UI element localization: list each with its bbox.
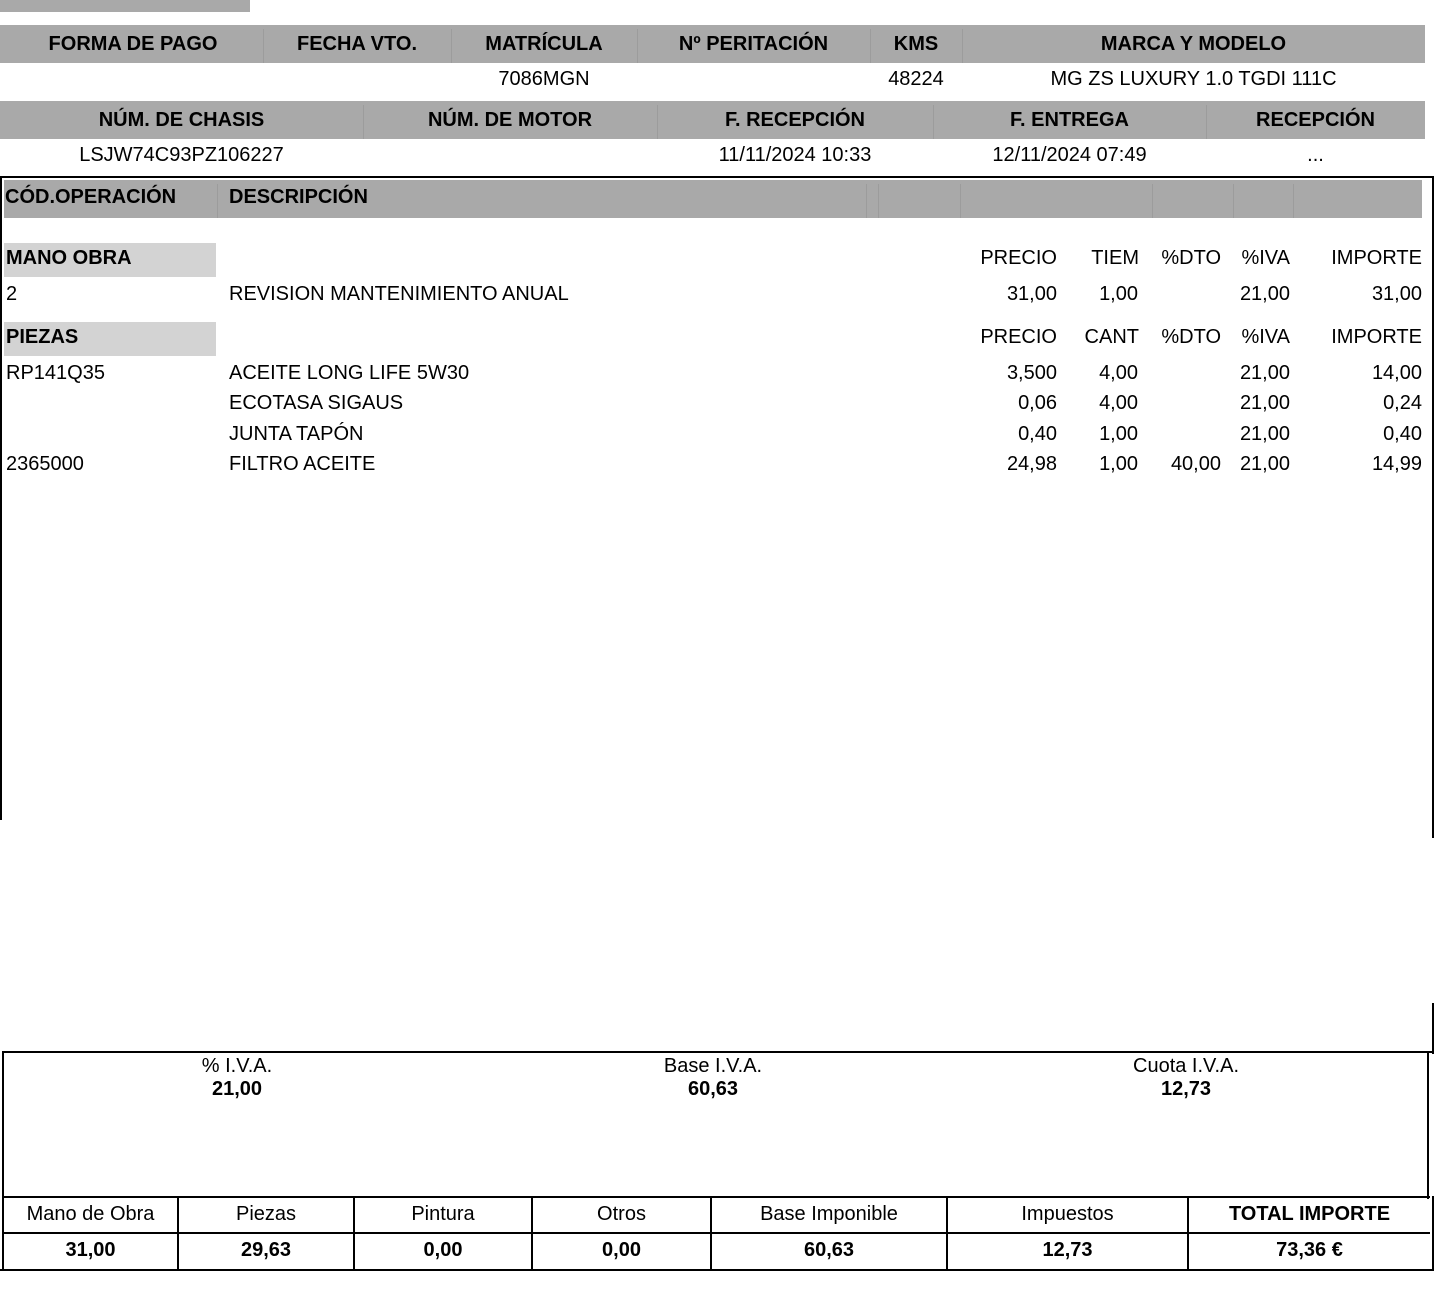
total-paint-label: Pintura (411, 1203, 475, 1225)
row-quantity: 1,00 (1099, 423, 1138, 445)
row-amount: 0,40 (1383, 423, 1422, 445)
operations-top-border (0, 176, 1434, 178)
vat-percent-label: % I.V.A. (201, 1055, 273, 1077)
row-description: ACEITE LONG LIFE 5W30 (229, 362, 470, 384)
row-price: 31,00 (1006, 283, 1057, 305)
parts-col-price: PRECIO (980, 326, 1057, 348)
row-description: ECOTASA SIGAUS (229, 392, 404, 414)
row-vat: 21,00 (1239, 283, 1290, 305)
vehicle-header-bar (0, 25, 1425, 63)
row-vat: 21,00 (1239, 453, 1290, 475)
row-time: 1,00 (1099, 283, 1138, 305)
label-chassis: NÚM. DE CHASIS (98, 109, 265, 131)
top-header-remnant (0, 0, 250, 12)
value-make-model: MG ZS LUXURY 1.0 TGDI 111C (1050, 68, 1337, 90)
vat-percent-value: 21,00 (211, 1078, 263, 1100)
row-amount: 0,24 (1383, 392, 1422, 414)
parts-col-discount: %DTO (1161, 326, 1221, 348)
col-description: DESCRIPCIÓN (229, 186, 368, 208)
label-due-date: FECHA VTO. (296, 33, 417, 55)
operations-right-border (1432, 176, 1434, 838)
row-quantity: 4,00 (1099, 392, 1138, 414)
value-reception-date: 11/11/2024 10:33 (718, 144, 872, 166)
vat-base-label: Base I.V.A. (663, 1055, 763, 1077)
total-parts-label: Piezas (235, 1203, 297, 1225)
label-appraisal: Nº PERITACIÓN (678, 33, 829, 55)
row-vat: 21,00 (1239, 362, 1290, 384)
reception-header-bar (0, 101, 1425, 139)
row-vat: 21,00 (1239, 392, 1290, 414)
row-code: 2 (6, 283, 18, 305)
labour-col-vat: %IVA (1241, 247, 1290, 269)
label-make-model: MARCA Y MODELO (1100, 33, 1287, 55)
total-other-value: 0,00 (602, 1239, 641, 1261)
row-description: JUNTA TAPÓN (229, 423, 364, 445)
row-amount: 31,00 (1371, 283, 1422, 305)
labour-col-time: TIEM (1091, 247, 1139, 269)
reception-values-row (0, 136, 1425, 174)
vat-quota-label: Cuota I.V.A. (1133, 1055, 1239, 1077)
labour-section-title: MANO OBRA (4, 243, 216, 277)
value-reception: ... (1307, 144, 1324, 166)
totals-mid-border (2, 1232, 1430, 1234)
col-operation-code: CÓD.OPERACIÓN (5, 186, 177, 208)
total-other-label: Otros (597, 1203, 646, 1225)
labour-col-discount: %DTO (1161, 247, 1221, 269)
parts-col-vat: %IVA (1241, 326, 1290, 348)
total-taxes-label: Impuestos (1021, 1203, 1114, 1225)
row-quantity: 1,00 (1099, 453, 1138, 475)
value-plate: 7086MGN (498, 68, 590, 90)
row-code: RP141Q35 (6, 362, 105, 384)
row-quantity: 4,00 (1099, 362, 1138, 384)
parts-col-quantity: CANT (1084, 326, 1139, 348)
label-reception: RECEPCIÓN (1256, 109, 1375, 131)
totals-bottom-border (0, 1269, 1434, 1271)
labour-col-price: PRECIO (980, 247, 1057, 269)
value-chassis: LSJW74C93PZ106227 (79, 144, 284, 166)
totals-right-border (1432, 1196, 1434, 1271)
vat-quota-value: 12,73 (1160, 1078, 1212, 1100)
operations-left-border (0, 176, 2, 820)
label-reception-date: F. RECEPCIÓN (724, 109, 866, 131)
labour-col-amount: IMPORTE (1331, 247, 1422, 269)
vehicle-values-row (0, 60, 1425, 98)
total-labour-value: 31,00 (65, 1239, 116, 1261)
total-amount-label: TOTAL IMPORTE (1228, 1203, 1391, 1225)
total-paint-value: 0,00 (423, 1239, 463, 1261)
total-taxable-base-value: 60,63 (803, 1239, 855, 1261)
label-kms: KMS (893, 33, 939, 55)
total-labour-label: Mano de Obra (26, 1203, 155, 1225)
vat-box-right-border (1432, 1003, 1434, 1054)
vat-box-right-border-lower (1427, 1051, 1429, 1199)
row-discount: 40,00 (1170, 453, 1221, 475)
row-price: 3,500 (1006, 362, 1057, 384)
row-code: 2365000 (6, 453, 84, 475)
vat-box-left-border (2, 1051, 4, 1199)
row-price: 24,98 (1006, 453, 1057, 475)
row-description: REVISION MANTENIMIENTO ANUAL (229, 283, 569, 305)
row-amount: 14,99 (1371, 453, 1422, 475)
row-description: FILTRO ACEITE (229, 453, 376, 475)
operations-header-bar (4, 180, 1422, 218)
totals-top-border (2, 1196, 1430, 1198)
vat-base-value: 60,63 (687, 1078, 739, 1100)
parts-col-amount: IMPORTE (1331, 326, 1422, 348)
row-price: 0,06 (1018, 392, 1057, 414)
row-price: 0,40 (1018, 423, 1057, 445)
value-kms: 48224 (888, 68, 944, 90)
total-amount-value: 73,36 € (1276, 1239, 1343, 1261)
label-delivery-date: F. ENTREGA (1010, 109, 1129, 131)
total-taxes-value: 12,73 (1042, 1239, 1093, 1261)
vat-box-top-border (2, 1051, 1434, 1053)
label-engine: NÚM. DE MOTOR (427, 109, 593, 131)
row-vat: 21,00 (1239, 423, 1290, 445)
total-parts-value: 29,63 (240, 1239, 292, 1261)
label-payment-method: FORMA DE PAGO (48, 33, 218, 55)
total-taxable-base-label: Base Imponible (760, 1203, 898, 1225)
label-plate: MATRÍCULA (485, 33, 603, 55)
row-amount: 14,00 (1371, 362, 1422, 384)
parts-section-title: PIEZAS (4, 322, 216, 356)
value-delivery-date: 12/11/2024 07:49 (992, 144, 1147, 166)
